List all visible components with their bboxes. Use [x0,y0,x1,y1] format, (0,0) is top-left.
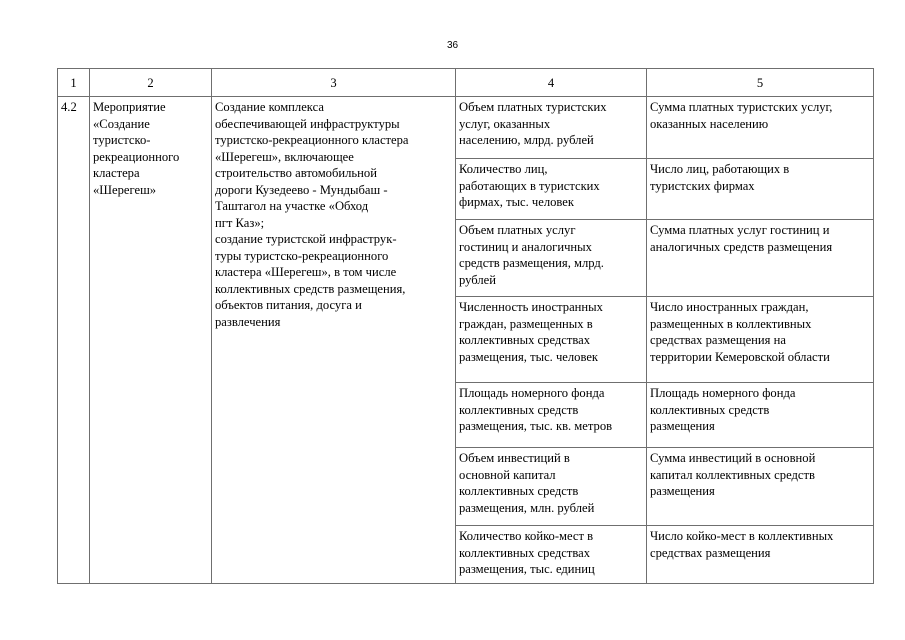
indicator-name: Площадь номерного фонда коллективных средств размещения, тыс. кв. метров [459,386,613,433]
indicator-method-cell [647,159,874,220]
event-name: Мероприятие «Создание туристско- рекреационного кластера «Шерегеш» [93,100,180,197]
indicator-name: Количество лиц, работающих в туристских фирмах, тыс. человек [459,162,600,209]
indicator-name-cell [456,159,647,220]
indicator-name-cell [456,297,647,383]
row-number: 4.2 [61,100,77,114]
column-header-5: 5 [647,69,874,97]
indicator-method-cell [647,97,874,159]
indicator-method: Сумма инвестиций в основной капитал коллективных средств размещения [650,451,816,498]
indicator-method-cell [647,448,874,526]
indicator-method: Число иностранных граждан, размещенных в коллективных средствах размещения на территории Кемеровской области [650,300,830,364]
indicator-name: Объем инвестиций в основной капитал коллективных средств размещения, млн. рублей [459,451,595,515]
column-header-3: 3 [212,69,456,97]
description-cell [212,97,456,584]
indicators-table [57,68,874,584]
indicator-method: Сумма платных услуг гостиниц и аналогичных средств размещения [650,223,833,254]
indicator-method-cell [647,220,874,297]
indicator-method: Площадь номерного фонда коллективных средств размещения [650,386,796,433]
indicator-method-cell [647,297,874,383]
header-row [58,69,874,97]
indicator-method: Число лиц, работающих в туристских фирмах [650,162,790,193]
row-number-cell [58,97,90,584]
indicator-name-cell [456,220,647,297]
event-description: Создание комплекса обеспечивающей инфраструктуры туристско-рекреационного кластера «Шерегеш», включающее строительство автомобильной дороги Кузедеево - Мундыбаш - Таштагол на участке «Обход пгт Каз»; создание туристской инфраструк- туры туристско-рекреационного кластера «Шерегеш», в том числе коллективных средств размещения, объектов питания, досуга и развлечения [215,100,409,329]
page-number: 36 [446,40,459,51]
indicator-name-cell [456,526,647,584]
indicator-name: Объем платных услуг гостиниц и аналогичных средств размещения, млрд. рублей [459,223,604,287]
table-body [58,97,874,584]
indicator-name: Объем платных туристских услуг, оказанных населению, млрд. рублей [459,100,607,147]
column-header-1: 1 [58,69,90,97]
indicator-method: Сумма платных туристских услуг, оказанных населению [650,100,833,131]
indicator-name: Количество койко-мест в коллективных средствах размещения, тыс. единиц [459,529,595,576]
indicator-name-cell [456,448,647,526]
table-row [58,97,874,159]
indicator-name-cell [456,97,647,159]
table-header [58,69,874,97]
indicator-name-cell [456,383,647,448]
indicator-method: Число койко-мест в коллективных средствах размещения [650,529,834,560]
indicator-method-cell [647,526,874,584]
event-cell [90,97,212,584]
indicator-name: Численность иностранных граждан, размещенных в коллективных средствах размещения, тыс. человек [459,300,603,364]
column-header-4: 4 [456,69,647,97]
column-header-2: 2 [90,69,212,97]
indicator-method-cell [647,383,874,448]
